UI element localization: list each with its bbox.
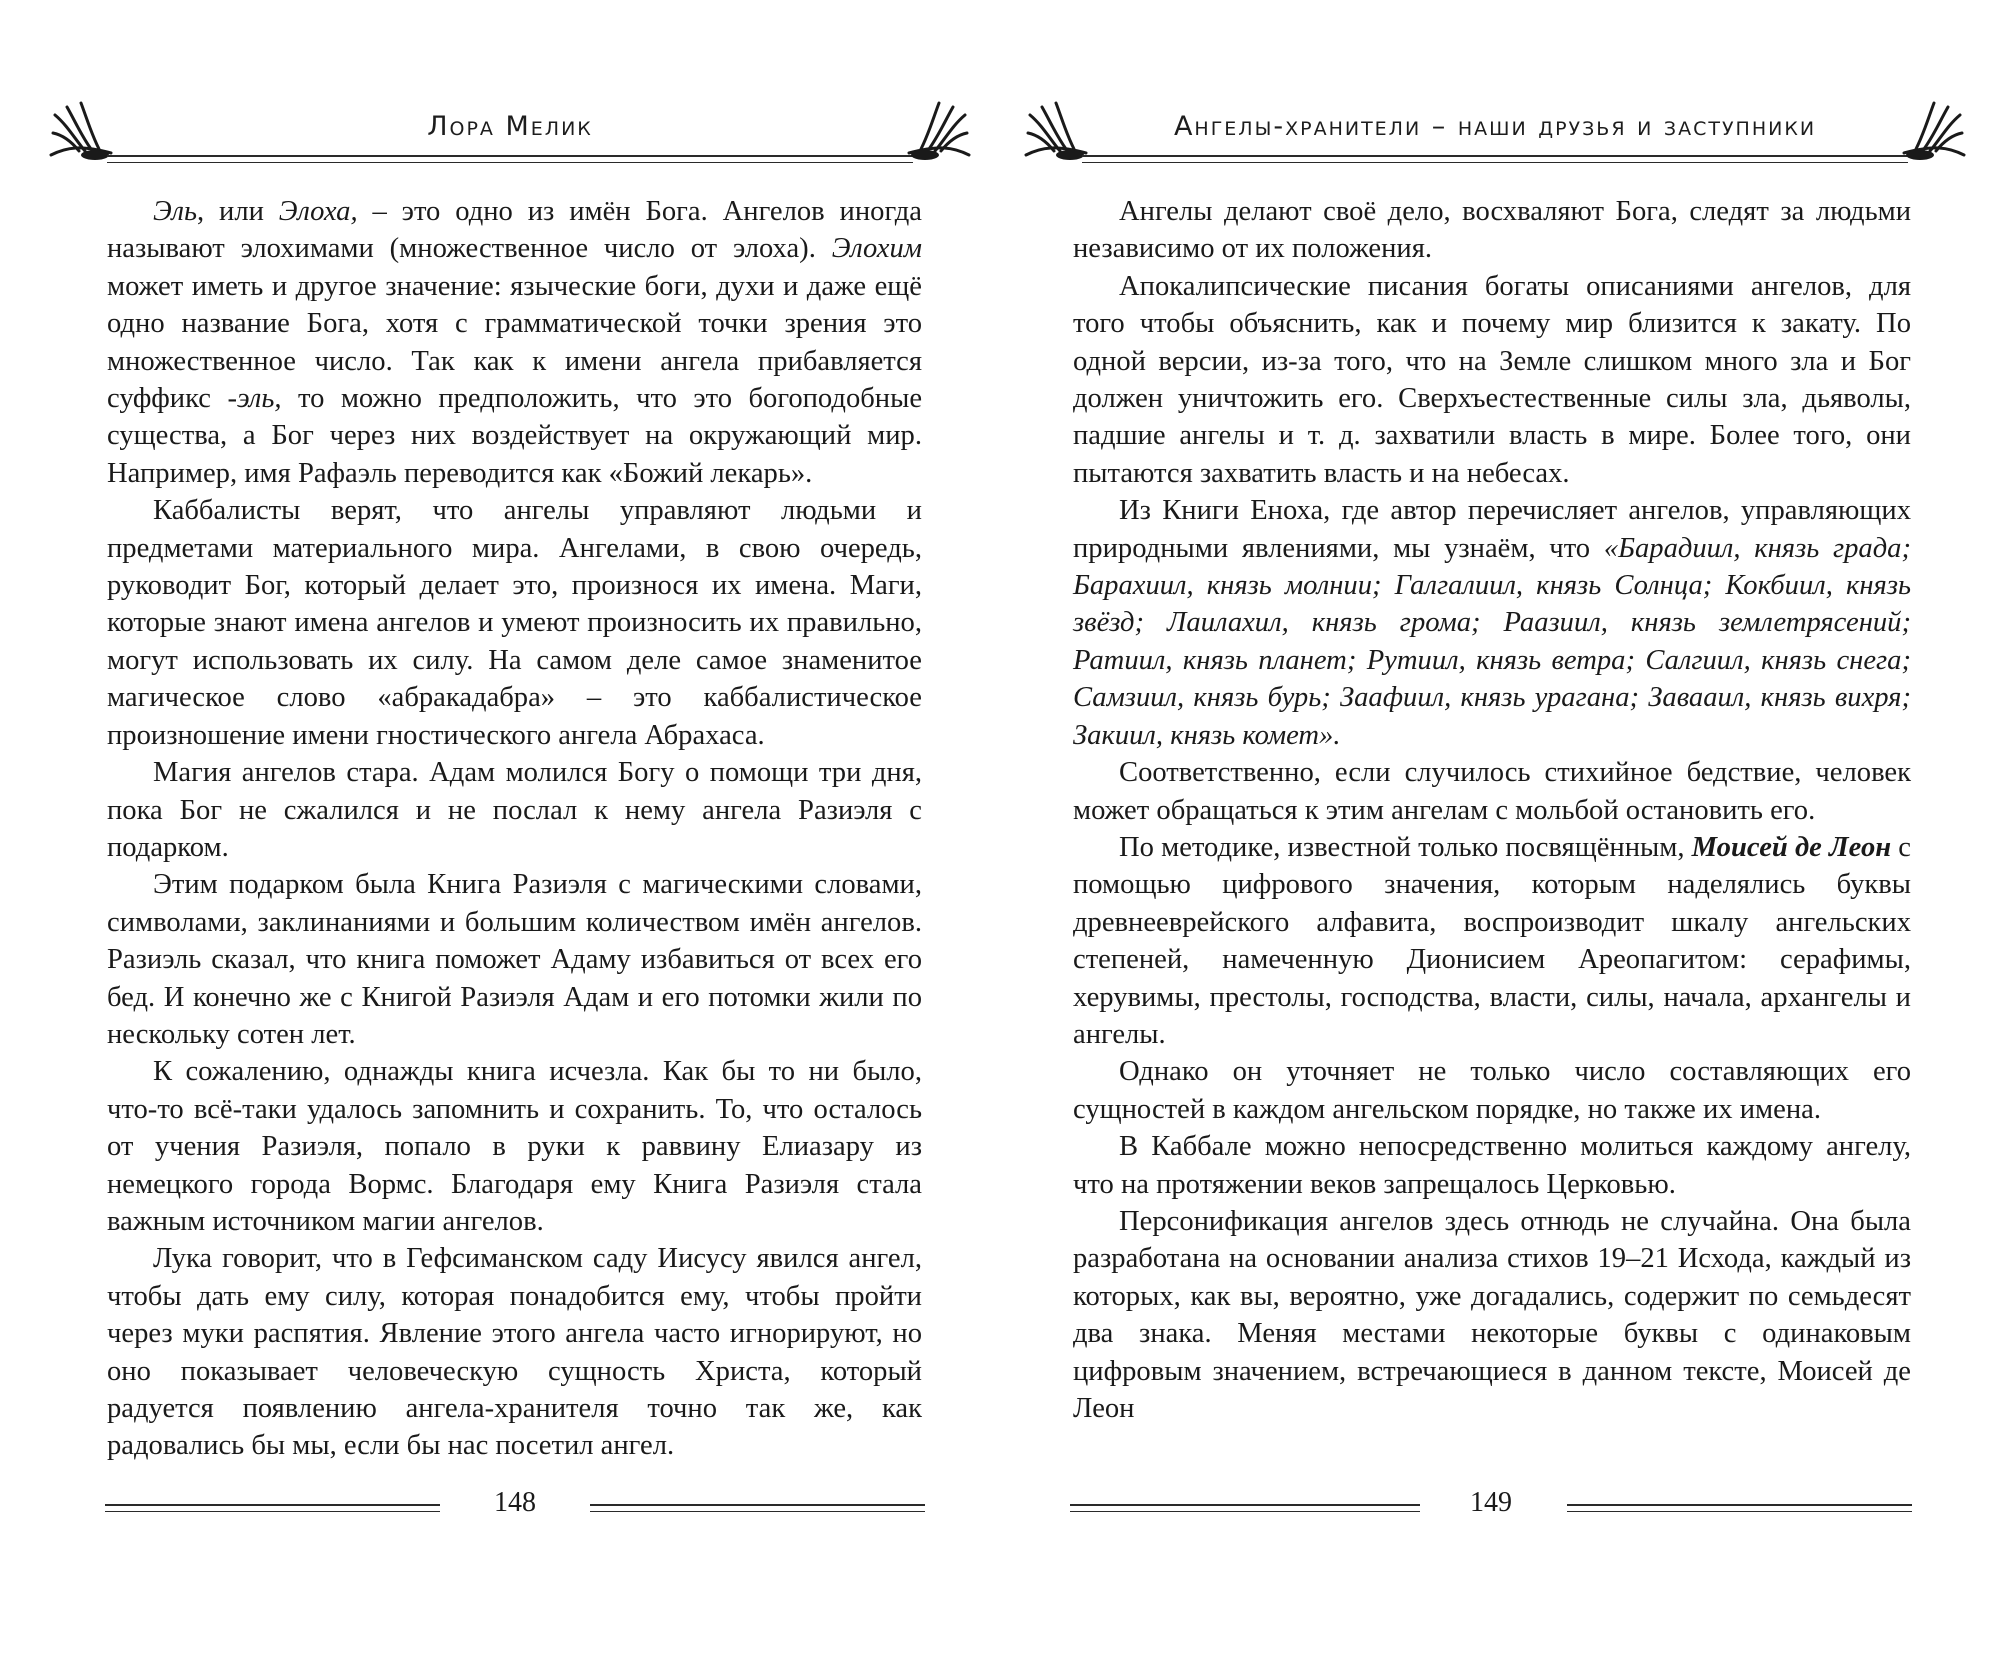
paragraph <box>107 193 922 492</box>
text-run: Персонификация ангелов здесь отнюдь не случайна. Она была разработана на основании анализа стихов 19–21 Исхода, каждый из которых, как вы, вероятно, уже догадались, содержит по семьдесят два знака. Меняя местами некоторые буквы с одинаковым цифровым значением, встречающиеся в данном тексте, Моисей де Леон <box>1073 1205 1911 1424</box>
text-run: Магия ангелов стара. Адам молился Богу о помощи три дня, пока Бог не сжалился и не послал к нему ангела Разиэля с подарком. <box>107 757 922 863</box>
text-run: , или <box>197 196 279 227</box>
text-run: Из Книги Еноха, где автор перечисляет ангелов, управляющих природными явлениями, мы узнаём, что <box>1073 495 1911 564</box>
header-title: Ангелы-хранители – наши друзья и заступники <box>1173 111 1817 142</box>
text-run: Апокалипсические писания богаты описаниями ангелов, для того чтобы объяснить, как и почему мир близится к закату. По одной версии, из-за того, что на Земле слишком много зла и Бог должен уничтожить его. Сверхъестественные силы зла, дьяволы, падшие ангелы и т. д. захватили власть в мире. Более того, они пытаются захватить власть и на небесах. <box>1073 270 1911 489</box>
footer-rule <box>1567 1504 1912 1512</box>
text-run: -эль, <box>227 383 282 415</box>
running-header-left <box>45 95 975 175</box>
text-run: Этим подарком была Книга Разиэля с магическими словами, символами, заклинаниями и большим количеством имён ангелов. Разиэль сказал, что книга поможет Адаму избавиться от всех его бед. И конечно же с Книгой Разиэля Адам и его потомки жили по нескольку сотен лет. <box>107 869 922 1050</box>
text-run: Лука говорит, что в Гефсиманском саду Иисусу явился ангел, чтобы дать ему силу, которая понадобится ему, чтобы пройти через муки распятия. Явление этого ангела часто игнорируют, но оно показывает человеческую сущность Христа, который радуется появлению ангела-хранителя точно так же, как радовались бы мы, если бы нас посетил ангел. <box>107 1243 922 1462</box>
text-run: Моисей де Леон <box>1691 831 1892 863</box>
text-run: может иметь и другое значение: языческие боги, духи и даже ещё одно название Бога, хотя с грамматической точки зрения это множественное число. Так как к имени ангела прибавляется суффикс <box>107 270 922 415</box>
page-number: 149 <box>1470 1487 1512 1518</box>
running-header-right <box>1020 95 1970 175</box>
paragraph <box>1073 492 1911 754</box>
text-run: Элохим <box>831 233 922 265</box>
paragraph <box>107 866 922 1053</box>
paragraph <box>1073 193 1911 268</box>
paragraph <box>107 754 922 866</box>
page-number: 148 <box>494 1487 536 1518</box>
header-rule <box>107 155 913 163</box>
footer-rule <box>590 1504 925 1512</box>
text-run: Каббалисты верят, что ангелы управляют людьми и предметами материального мира. Ангелами, в свою очередь, руководит Бог, который делает это, произнося их имена. Маги, которые знают имена ангелов и умеют произносить их правильно, могут использовать их силу. На самом деле самое знаменитое магическое слово «абракадабра» – это каббалистическое произношение имени гностического ангела Абрахаса. <box>107 495 922 751</box>
text-run: Элоха, <box>278 196 358 227</box>
text-run: Ангелы делают своё дело, восхваляют Бога, следят за людьми независимо от их положения. <box>1073 196 1911 265</box>
floral-ornament-icon <box>1898 95 1970 167</box>
paragraph <box>1073 1203 1911 1427</box>
paragraph <box>1073 268 1911 492</box>
paragraph <box>1073 829 1911 1053</box>
header-title: Лора Мелик <box>427 111 593 142</box>
paragraph <box>1073 1128 1911 1203</box>
paragraph <box>1073 1053 1911 1128</box>
text-run: Соответственно, если случилось стихийное бедствие, человек может обращаться к этим ангелам с мольбой остановить его. <box>1073 757 1911 826</box>
text-run: Однако он уточняет не только число составляющих его сущностей в каждом ангельском порядке, но также их имена. <box>1073 1056 1911 1125</box>
page-footer <box>1070 1485 1912 1525</box>
paragraph <box>107 1240 922 1464</box>
text-run: В Каббале можно непосредственно молиться каждому ангелу, что на протяжении веков запрещалось Церковью. <box>1073 1131 1911 1200</box>
floral-ornament-icon <box>903 95 975 167</box>
text-run: с помощью цифрового значения, которым наделялись буквы древнееврейского алфавита, воспроизводит шкалу ангельских степеней, намеченную Дионисием Ареопагитом: серафимы, херувимы, престолы, господства, власти, силы, начала, архангелы и ангелы. <box>1073 831 1911 1050</box>
paragraph <box>107 1053 922 1240</box>
text-run: – это одно из имён Бога. Ангелов иногда называют элохимами (множественное число от элоха). <box>107 196 922 265</box>
text-run: Эль <box>153 196 198 227</box>
text-run: К сожалению, однажды книга исчезла. Как бы то ни было, что-то всё-таки удалось запомнить и сохранить. То, что осталось от учения Разиэля, попало в руки к раввину Елиазару из немецкого города Вормс. Благодаря ему Книга Разиэля стала важным источником магии ангелов. <box>107 1056 922 1237</box>
text-run: то можно предположить, что это богоподобные существа, а Бог через них воздействует на окружающий мир. Например, имя Рафаэль переводится как «Божий лекарь». <box>107 383 923 489</box>
paragraph <box>107 492 922 754</box>
right-page <box>1000 0 2000 1664</box>
page-footer <box>105 1485 925 1525</box>
header-rule <box>1082 155 1908 163</box>
text-run: По методике, известной только посвящённым, <box>1119 831 1692 863</box>
body-text <box>107 193 922 1465</box>
body-text <box>1073 193 1911 1427</box>
text-run: «Барадиил, князь града; Барахиил, князь молнии; Галгалиил, князь Солнца; Кокбиил, князь звёзд; Лаилахил, князь грома; Раазиил, князь землетрясений; Ратиил, князь планет; Рутиил, князь ветра; Салгиил, князь снега; Самзиил, князь бурь; Заафиил, князь урагана; Завааил, князь вихря; Закиил, князь комет». <box>1073 532 1912 751</box>
paragraph <box>1073 754 1911 829</box>
